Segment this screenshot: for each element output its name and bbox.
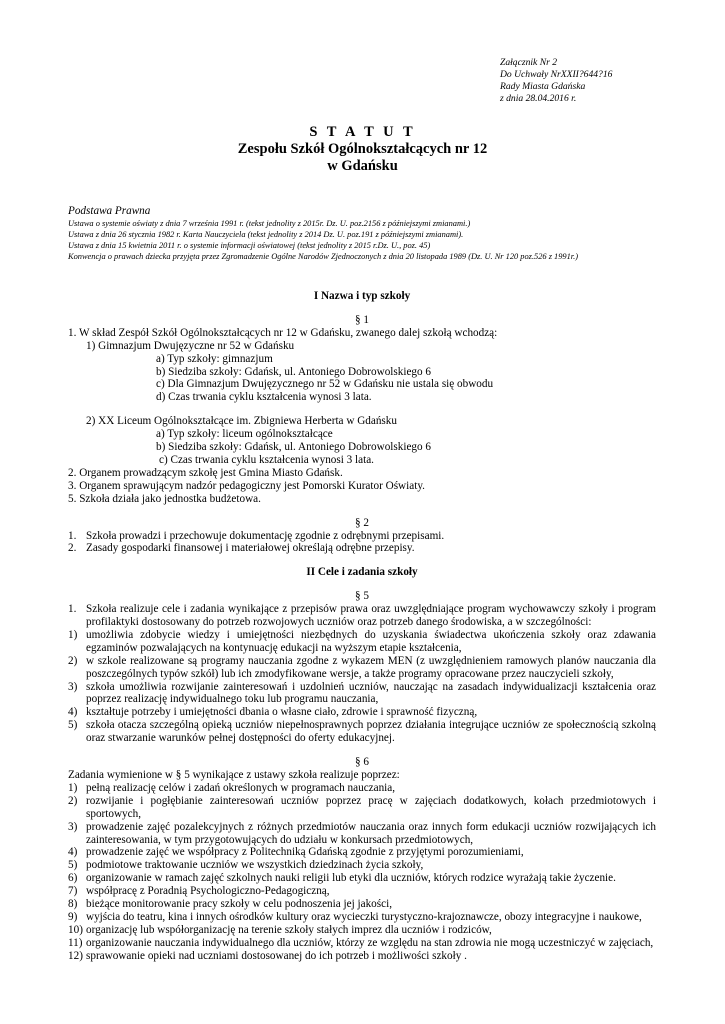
list-number: 3) [68, 680, 78, 693]
list-number: 6) [68, 872, 78, 885]
attachment-line: z dnia 28.04.2016 r. [500, 93, 577, 104]
list-number: 4) [68, 846, 78, 859]
list-item: c) Czas trwania cyklu kształcenia wynosi 3 lata. [159, 453, 374, 466]
list-item [68, 898, 656, 911]
list-item [68, 859, 656, 872]
list-item [68, 821, 656, 847]
legal-basis-heading: Podstawa Prawna [68, 205, 151, 217]
list-text: bieżące monitorowanie pracy szkoły w celu podnoszenia jej jakości, [86, 898, 392, 911]
list-item: d) Czas trwania cyklu kształcenia wynosi 3 lata. [156, 391, 372, 404]
attachment-note [500, 57, 612, 105]
list-number: 10) [68, 923, 83, 936]
list-text: Szkoła realizuje cele i zadania wynikające z przepisów prawa oraz uwzględniające program wychowawczy szkoły i program profilaktyki dostosowany do potrzeb rozwojowych uczniów oraz potrzeb danego środowiska, a w szczególności: [86, 603, 656, 629]
list-item [68, 706, 656, 719]
list-number: 5) [68, 859, 78, 872]
legal-basis-item: Ustawa o systemie oświaty z dnia 7 września 1991 r. (tekst jednolity z 2015r. Dz. U. poz.2156 z późniejszymi zmianami.) [68, 219, 471, 228]
list-text: w szkole realizowane są programy nauczania zgodne z wykazem MEN (z uwzględnieniem ramowych planów nauczania dla poszczególnych typów szkół) lub ich zmodyfikowane wersje, a także programy opracowane przez nauczycieli szkoły, [86, 654, 656, 680]
list-text: Zasady gospodarki finansowej i materiałowej określają odrębne przepisy. [86, 542, 415, 555]
list-item [68, 937, 656, 950]
title-line-city: w Gdańsku [327, 158, 398, 174]
list-text: prowadzenie zajęć we współpracy z Politechniką Gdańską zgodnie z przyjętymi porozumieniami, [86, 846, 524, 859]
title-line-statut: S T A T U T [309, 124, 416, 140]
list-number: 1) [68, 781, 78, 794]
list-text: organizowanie w ramach zajęć szkolnych nauki religii lub etyki dla uczniów, których rodzice wyrażają takie życzenie. [86, 872, 616, 885]
list-item: a) Typ szkoły: gimnazjum [156, 352, 273, 365]
paragraph-sign: § 6 [355, 756, 369, 769]
list-number: 7) [68, 885, 78, 898]
paragraph-sign: § 1 [355, 313, 369, 326]
list-text: podmiotowe traktowanie uczniów we wszystkich dziedzinach życia szkoły, [86, 859, 424, 872]
list-item: b) Siedziba szkoły: Gdańsk, ul. Antoniego Dobrowolskiego 6 [156, 365, 431, 378]
list-number: 2) [68, 654, 78, 667]
paragraph-sign: § 2 [355, 516, 369, 529]
list-item [68, 542, 656, 555]
list-number: 3) [68, 820, 78, 833]
list-text: wyjścia do teatru, kina i innych ośrodków kultury oraz wycieczki turystyczno-krajoznawcze, obozy integracyjne i naukowe, [86, 910, 642, 923]
list-item: a) Typ szkoły: liceum ogólnokształcące [156, 428, 333, 441]
list-text: pełną realizację celów i zadań określonych w programach nauczania, [86, 781, 396, 794]
list-item: c) Dla Gimnazjum Dwujęzycznego nr 52 w Gdańsku nie ustala się obwodu [156, 378, 494, 391]
list-number: 9) [68, 910, 78, 923]
list-text: prowadzenie zajęć pozalekcyjnych z różnych przedmiotów nauczania oraz innych form edukacji uczniów rozwijających ich zainteresowania, w tym przygotowujących do udziału w konkursach przedmiotowych, [86, 820, 656, 846]
list-item: 3. Organem sprawującym nadzór pedagogiczny jest Pomorski Kurator Oświaty. [68, 479, 425, 492]
list-text: sprawowanie opieki nad uczniami dostosowanej do ich potrzeb i możliwości szkoły . [86, 949, 467, 962]
list-number: 4) [68, 706, 78, 719]
list-item: 2) XX Liceum Ogólnokształcące im. Zbigniewa Herberta w Gdańsku [86, 415, 397, 428]
attachment-line: Załącznik Nr 2 [500, 57, 558, 68]
paragraph-sign: § 5 [355, 590, 369, 603]
list-item: 1) Gimnazjum Dwujęzyczne nr 52 w Gdańsku [86, 339, 295, 352]
list-number: 2. [68, 542, 77, 555]
attachment-line: Rady Miasta Gdańska [500, 81, 586, 92]
list-number: 5) [68, 719, 78, 732]
list-item [68, 950, 656, 963]
paragraph-text: 1. W skład Zespół Szkół Ogólnokształcących nr 12 w Gdańsku, zwanego dalej szkołą wchodzą: [68, 326, 498, 339]
list-item [68, 603, 656, 629]
list-number: 11) [68, 936, 83, 949]
list-text: szkoła otacza szczególną opieką uczniów niepełnosprawnych poprzez działania integrujące uczniów ze społecznością szkolną oraz stwarzanie warunków pełnej dostępności do oferty edukacyjnej. [86, 719, 656, 745]
list-text: szkoła umożliwia rozwijanie zainteresowań i uzdolnień uczniów, nauczając na zasadach indywidualizacji kształcenia oraz poprzez realizację indywidualnego toku lub programu nauczania, [86, 680, 656, 706]
list-text: rozwijanie i pogłębianie zainteresowań uczniów poprzez pracę w zajęciach dodatkowych, kołach przedmiotowych i sportowych, [86, 794, 656, 820]
list-number: 12) [68, 949, 83, 962]
list-item [68, 872, 656, 885]
list-item [68, 885, 656, 898]
list-item: 5. Szkoła działa jako jednostka budżetowa. [68, 492, 261, 505]
list-item [68, 924, 656, 937]
list-item [68, 530, 656, 543]
list-item [68, 655, 656, 681]
legal-basis-item: Konwencja o prawach dziecka przyjęta przez Zgromadzenie Ogólne Narodów Zjednoczonych z dnia 20 listopada 1989 (Dz. U. Nr 120 poz.526 z 1991r.) [68, 252, 579, 261]
list-text: kształtuje potrzeby i umiejętności dbania o własne ciało, zdrowie i sprawność fizyczną, [86, 706, 478, 719]
list-text: Szkoła prowadzi i przechowuje dokumentację zgodnie z odrębnymi przepisami. [86, 529, 445, 542]
list-item [68, 719, 656, 745]
document-title [0, 124, 725, 175]
legal-basis-item: Ustawa z dnia 15 kwietnia 2011 r. o systemie informacji oświatowej (tekst jednolity z 2015 r.Dz. U., poz. 45) [68, 241, 431, 250]
list-number: 8) [68, 898, 78, 911]
list-text: organizowanie nauczania indywidualnego dla uczniów, którzy ze względu na stan zdrowia nie mogą uczestniczyć w zajęciach, [86, 936, 654, 949]
document-body [68, 290, 656, 963]
list-item: 2. Organem prowadzącym szkołę jest Gmina Miasto Gdańsk. [68, 466, 343, 479]
list-item [68, 795, 656, 821]
list-item [68, 911, 656, 924]
list-text: umożliwia zdobycie wiedzy i umiejętności niezbędnych do uzyskania świadectwa ukończenia szkoły oraz zdawania egzaminów pozwalających na kontynuację edukacji na wyższym etapie kształcenia, [86, 628, 656, 654]
list-item [68, 681, 656, 707]
paragraph-text: Zadania wymienione w § 5 wynikające z ustawy szkoła realizuje poprzez: [68, 769, 400, 781]
list-number: 2) [68, 794, 78, 807]
legal-basis-item: Ustawa z dnia 26 stycznia 1982 r. Karta Nauczyciela (tekst jednolity z 2014 Dz. U. poz.191 z późniejszymi zmianami). [68, 230, 464, 239]
list-item [68, 782, 656, 795]
list-text: organizację lub współorganizację na terenie szkoły stałych imprez dla uczniów i rodziców, [86, 923, 492, 936]
legal-basis [68, 205, 656, 262]
section-heading: I Nazwa i typ szkoły [313, 290, 411, 302]
list-item [68, 629, 656, 655]
list-number: 1. [68, 603, 77, 616]
attachment-line: Do Uchwały NrXXII?644?16 [500, 69, 613, 80]
list-item [68, 846, 656, 859]
section-heading: II Cele i zadania szkoły [306, 566, 418, 579]
list-number: 1. [68, 529, 77, 542]
list-text: współpracę z Poradnią Psychologiczno-Pedagogiczną, [86, 885, 330, 898]
title-line-school: Zespołu Szkół Ogólnokształcących nr 12 [237, 141, 488, 157]
list-number: 1) [68, 628, 78, 641]
list-item: b) Siedziba szkoły: Gdańsk, ul. Antoniego Dobrowolskiego 6 [156, 441, 431, 454]
